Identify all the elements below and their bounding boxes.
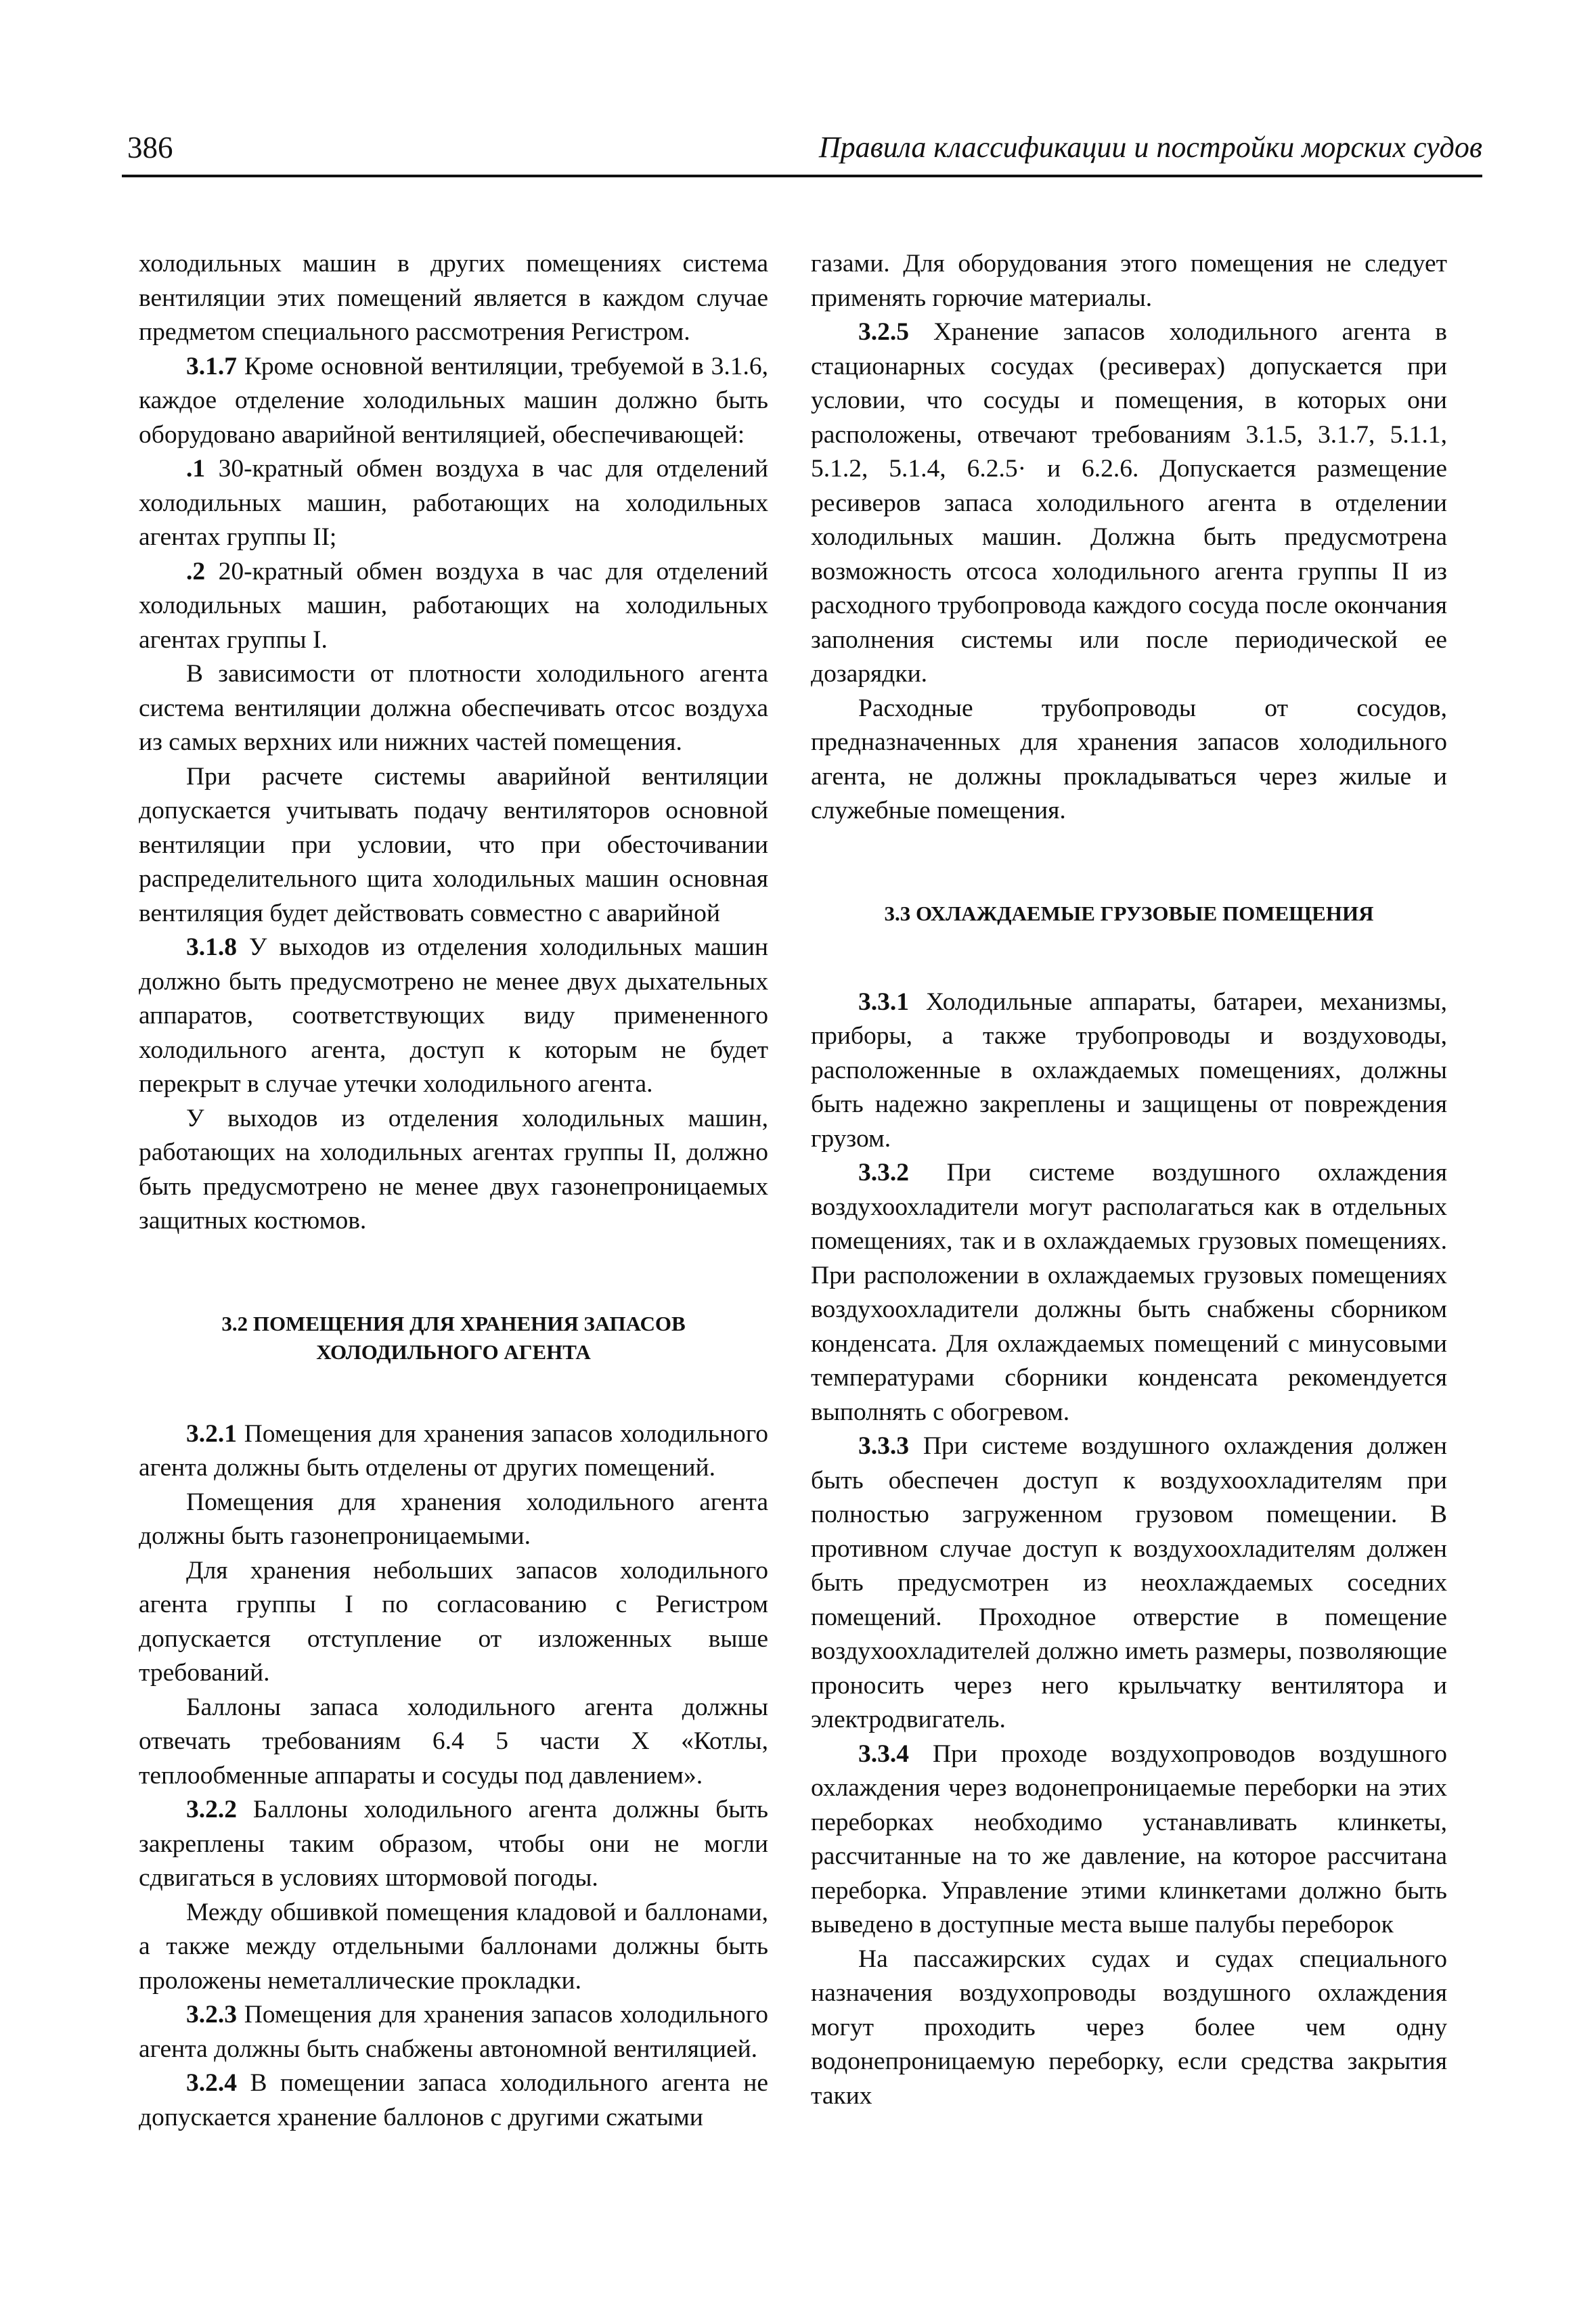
paragraph-3-1-7: 3.1.7 Кроме основной вентиляции, требуемой в 3.1.6, каждое отделение холодильных машин должно быть оборудовано аварийной вентиляцией, обеспечивающей: (139, 352, 768, 449)
list-item-2: .2 20-кратный обмен воздуха в час для отделений холодильных машин, работающих на холодильных агентах группы I. (139, 557, 768, 654)
right-column (811, 247, 1447, 2210)
paragraph: У выходов из отделения холодильных машин, работающих на холодильных агентах группы II, должно быть предусмотрено не менее двух газонепроницаемых защитных костюмов. (139, 1104, 768, 1235)
paragraph: В зависимости от плотности холодильного агента система вентиляции должна обеспечивать отсос воздуха из самых верхних или нижних частей помещения. (139, 660, 768, 756)
clause-number: 3.3.1 (858, 988, 909, 1016)
running-title: Правила классификации и постройки морских судов (818, 131, 1482, 164)
paragraph-3-3-4: 3.3.4 При проходе воздухопроводов воздушного охлаждения через водонепроницаемые переборки на этих переборках необходимо устанавливать клинкеты, рассчитанные на то же давление, на которое рассчитана переборка. Управление этими клинкетами должно быть выведено в доступные места выше палубы переборок (811, 1739, 1447, 1938)
clause-number: 3.3.3 (858, 1432, 909, 1460)
left-column (139, 247, 768, 2210)
paragraph-3-2-4: 3.2.4 В помещении запаса холодильного агента не допускается хранение баллонов с другими сжатыми (139, 2069, 768, 2131)
paragraph: Баллоны запаса холодильного агента должны отвечать требованиям 6.4 5 части X «Котлы, теплообменные аппараты и сосуды под давлением». (139, 1693, 768, 1790)
paragraph-3-2-2: 3.2.2 Баллоны холодильного агента должны быть закреплены таким образом, чтобы они не могли сдвигаться в условиях штормовой погоды. (139, 1796, 768, 1892)
paragraph-3-3-2: 3.3.2 При системе воздушного охлаждения воздухоохладители могут располагаться как в отдельных помещениях, так и в охлаждаемых грузовых помещениях. При расположении в охлаждаемых грузовых помещениях воздухоохладители должны быть снабжены сборником конденсата. Для охлаждаемых помещений с минусовыми температурами сборники конденсата рекомендуется выполнять с обогревом. (811, 1159, 1447, 1426)
clause-number: 3.2.3 (186, 2001, 237, 2028)
paragraph: Между обшивкой помещения кладовой и баллонами, а также между отдельными баллонами должны быть проложены неметаллические прокладки. (139, 1898, 768, 1995)
clause-number: 3.2.1 (186, 1419, 237, 1448)
section-heading-3-3: 3.3 ОХЛАЖДАЕМЫЕ ГРУЗОВЫЕ ПОМЕЩЕНИЯ (884, 901, 1374, 925)
paragraph: холодильных машин в других помещениях система вентиляции этих помещений является в каждом случае предметом специального рассмотрения Регистром. (139, 250, 768, 346)
paragraph: газами. Для оборудования этого помещения не следует применять горючие материалы. (811, 250, 1447, 312)
page-number: 386 (127, 131, 173, 164)
item-number: .2 (186, 557, 206, 585)
paragraph: На пассажирских судах и судах специального назначения воздухопроводы воздушного охлаждения могут проходить через более чем одну водонепроницаемую переборку, если средства закрытия таких (811, 1945, 1447, 2110)
paragraph: Расходные трубопроводы от сосудов, предназначенных для хранения запасов холодильного агента, не должны прокладываться через жилые и служебные помещения. (811, 694, 1447, 824)
paragraph-3-3-1: 3.3.1 Холодильные аппараты, батареи, механизмы, приборы, а также трубопроводы и воздуховоды, расположенные в охлаждаемых помещениях, должны быть надежно закреплены и защищены от повреждения грузом. (811, 988, 1447, 1153)
paragraph-3-2-5: 3.2.5 Хранение запасов холодильного агента в стационарных сосудах (ресиверах) допускается при условии, что сосуды и помещения, в которых они расположены, отвечают требованиям 3.1.5, 3.1.7, 5.1.1, 5.1.2, 5.1.4, 6.2.5· и 6.2.6. Допускается размещение ресиверов запаса холодильного агента в отделении холодильных машин. Должна быть предусмотрена возможность отсоса холодильного агента группы II из расходного трубопровода каждого сосуда после окончания заполнения системы или после периодической ее дозарядки. (811, 318, 1447, 688)
clause-number: 3.2.4 (186, 2069, 237, 2097)
paragraph: Помещения для хранения холодильного агента должны быть газонепроницаемыми. (139, 1488, 768, 1550)
paragraph-3-2-3: 3.2.3 Помещения для хранения запасов холодильного агента должны быть снабжены автономной вентиляцией. (139, 2001, 768, 2063)
clause-number: 3.1.7 (186, 352, 237, 380)
paragraph-3-3-3: 3.3.3 При системе воздушного охлаждения должен быть обеспечен доступ к воздухоохладителям при полностью загруженном грузовом помещении. В противном случае доступ к воздухоохладителям должен быть предусмотрен из неохлаждаемых соседних помещений. Проходное отверстие в помещение воздухоохладителей должно иметь размеры, позволяющие проносить через него крыльчатку вентилятора и электродвигатель. (811, 1432, 1447, 1733)
paragraph: При расчете системы аварийной вентиляции допускается учитывать подачу вентиляторов основной вентиляции при условии, что при обесточивании распределительного щита холодильных машин основная вентиляция будет действовать совместно с аварийной (139, 762, 768, 927)
item-number: .1 (186, 455, 206, 483)
clause-number: 3.3.4 (858, 1739, 909, 1768)
paragraph-3-1-8: 3.1.8 У выходов из отделения холодильных машин должно быть предусмотрено не менее двух дыхательных аппаратов, соответствующих виду примененного холодильного агента, доступ к которым не будет перекрыт в случае утечки холодильного агента. (139, 933, 768, 1098)
section-heading-3-2: 3.2 ПОМЕЩЕНИЯ ДЛЯ ХРАНЕНИЯ ЗАПАСОВ ХОЛОДИЛЬНОГО АГЕНТА (221, 1311, 686, 1364)
clause-number: 3.3.2 (858, 1159, 909, 1187)
paragraph-3-2-1: 3.2.1 Помещения для хранения запасов холодильного агента должны быть отделены от других помещений. (139, 1419, 768, 1482)
list-item-1: .1 30-кратный обмен воздуха в час для отделений холодильных машин, работающих на холодильных агентах группы II; (139, 455, 768, 551)
paragraph: Для хранения небольших запасов холодильного агента группы I по согласованию с Регистром допускается отступление от изложенных выше требований. (139, 1556, 768, 1687)
clause-number: 3.2.2 (186, 1796, 237, 1823)
page-header (122, 127, 1482, 177)
clause-number: 3.2.5 (858, 318, 909, 346)
clause-number: 3.1.8 (186, 933, 237, 961)
